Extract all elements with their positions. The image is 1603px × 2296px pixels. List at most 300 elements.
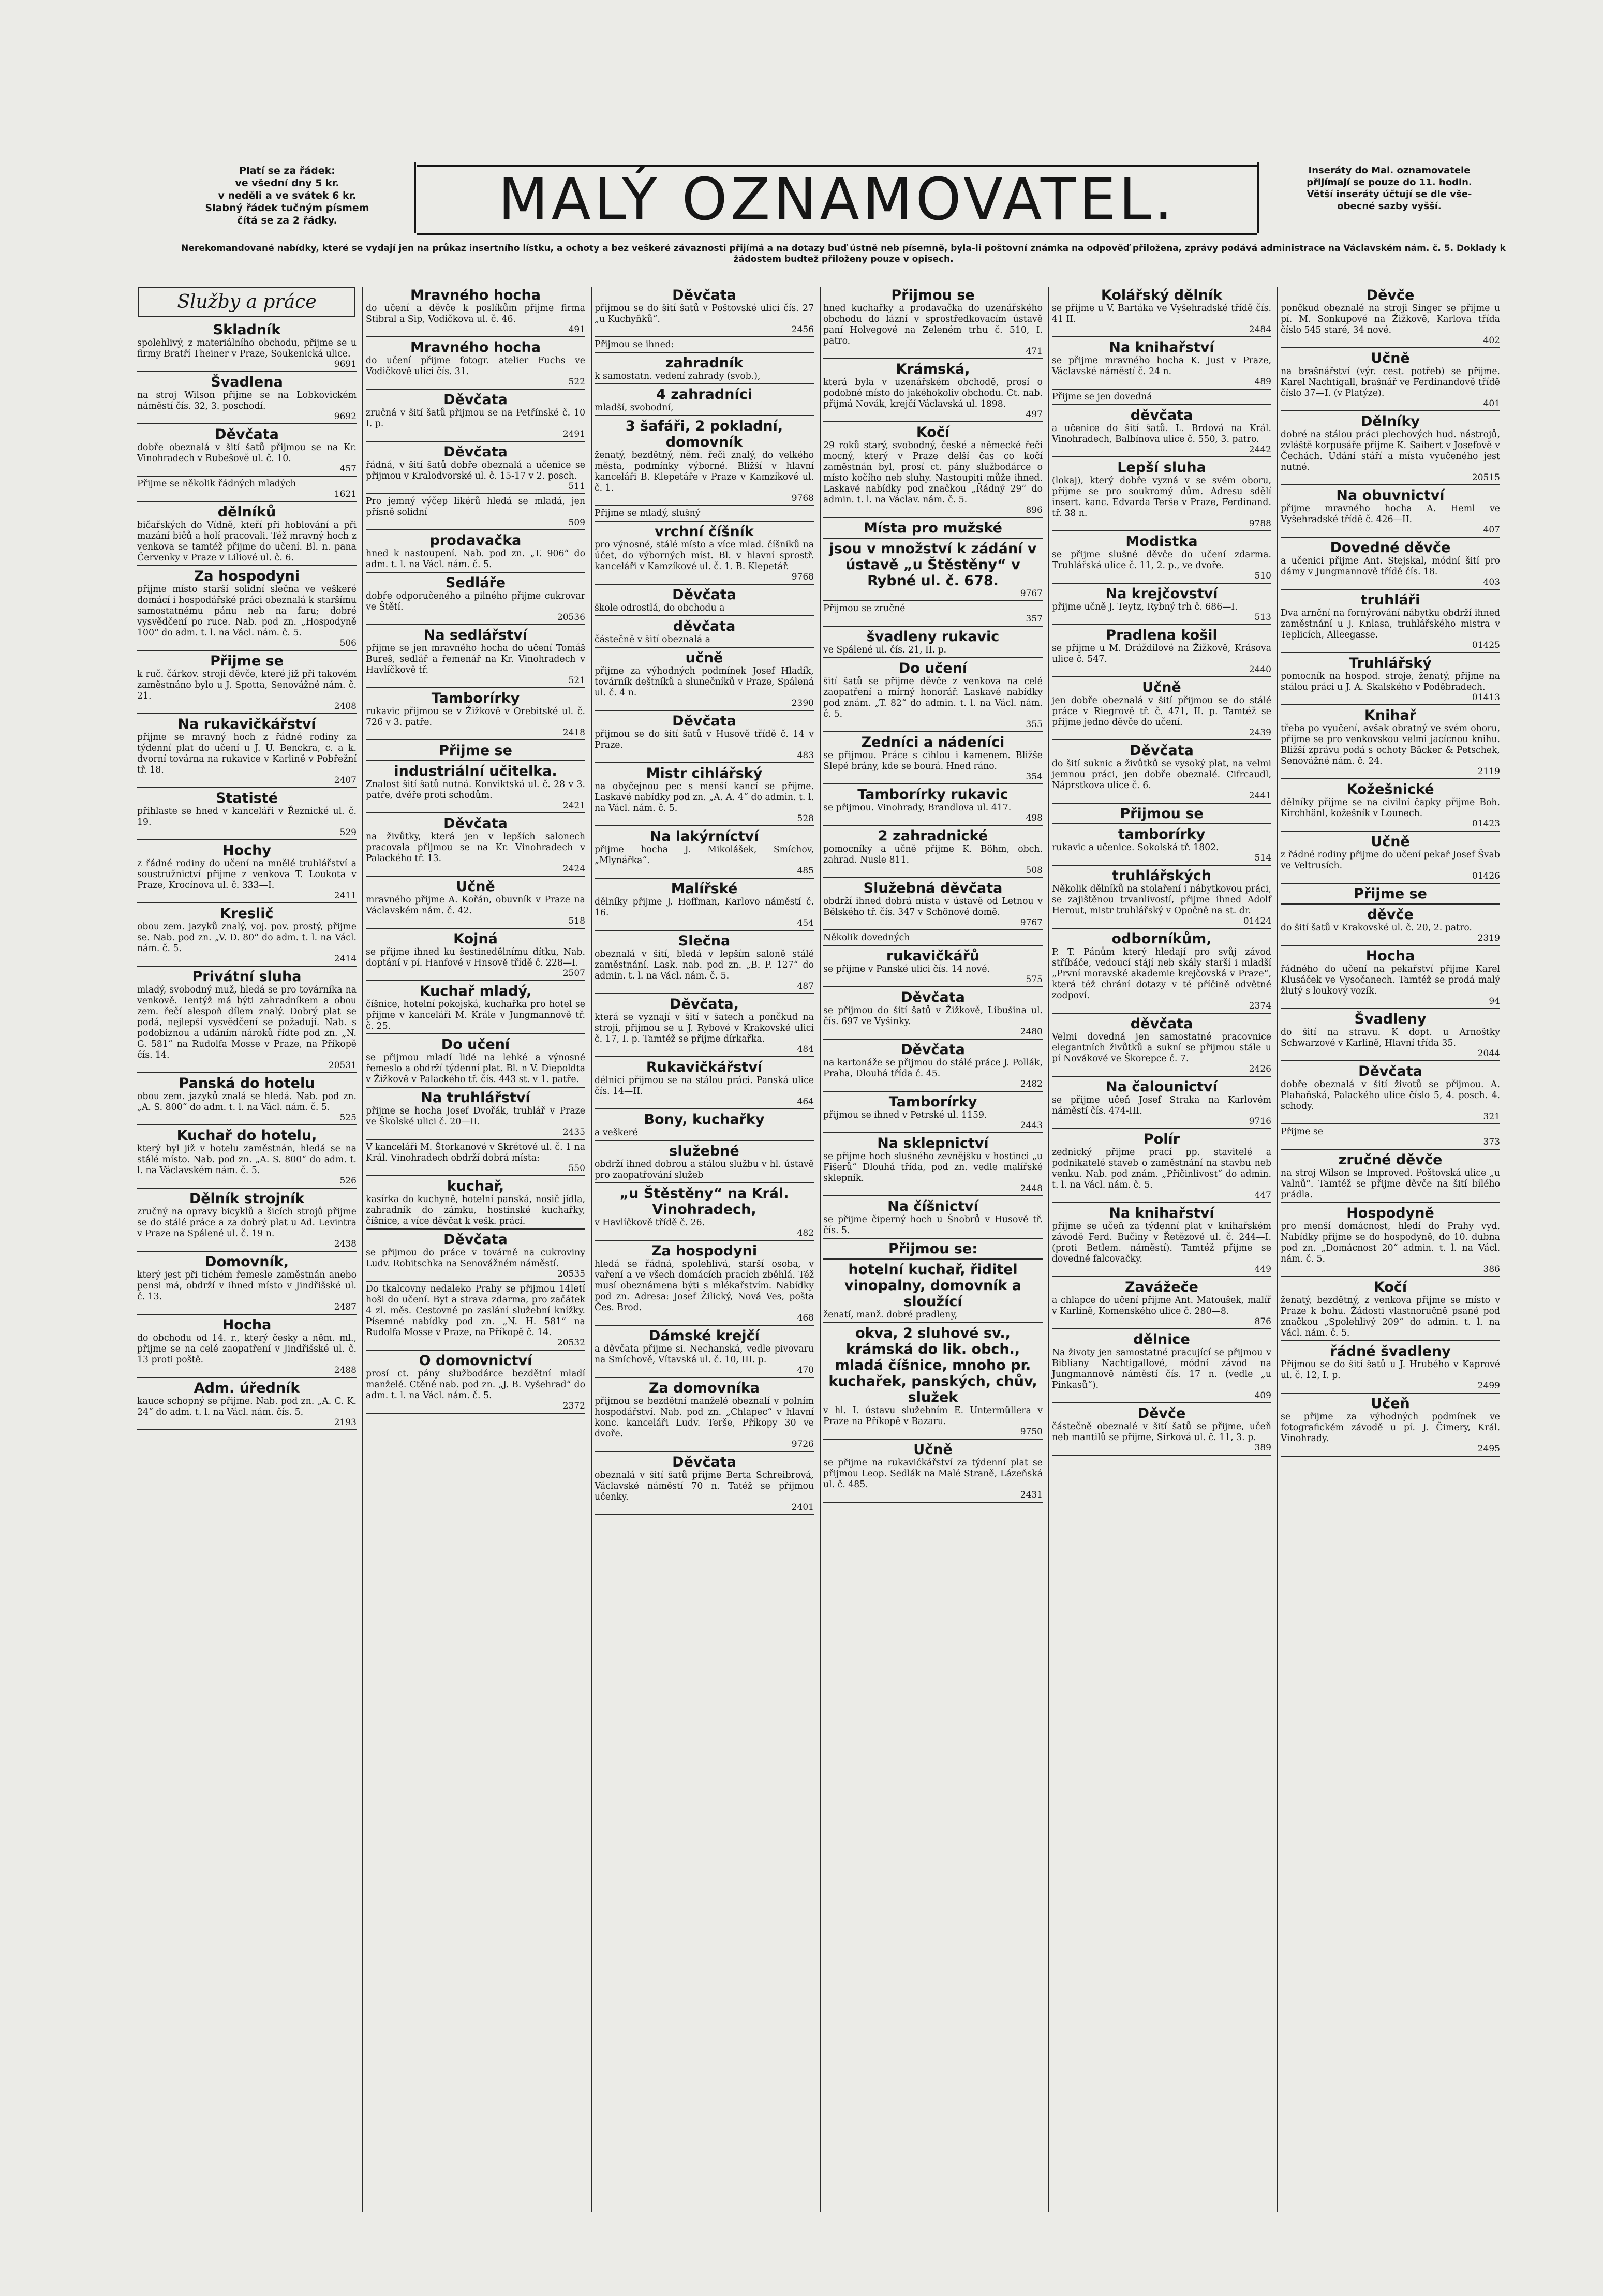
ad-number: 2507	[562, 968, 585, 979]
ad-heading: Za hospodyni	[651, 1243, 758, 1259]
ad-text: prosí ct. pány službodárce bezdětní mladí manželé. Ctěné nab. pod zn. „J. B. Vyšehrad“ do adm. t. l. na Václ. nám. č. 5.	[366, 1369, 585, 1401]
ad-number: 403	[1483, 577, 1500, 587]
classified-ad	[595, 765, 814, 826]
ad-number: 489	[1254, 377, 1271, 387]
ad-text: přijme se jen mravného hocha do učení Tomáš Bureš, sedlář a řemenář na Kr. Vinohradech v Havlíčkově tř.	[366, 643, 585, 675]
ad-text: se přijme slušné děvče do učení zdarma. Truhlářská ulice č. 11, 2. p., ve dvoře.	[1052, 550, 1271, 571]
ad-number: 525	[339, 1113, 357, 1123]
ad-text: Přijmou se ihned:	[595, 339, 674, 350]
ad-number: 483	[797, 750, 814, 761]
ad-text: do šití šatů v Krakovské ul. č. 20, 2. patro.	[1281, 923, 1472, 933]
ad-number: 491	[568, 324, 585, 335]
ad-number: 468	[797, 1313, 814, 1323]
ad-text: rukavic přijmou se v Žižkově v Orebitské ul. č. 726 v 3. patře.	[366, 706, 585, 728]
ad-number: 2487	[334, 1302, 357, 1312]
rule-line: Větší inseráty účtují se dle vše-	[1307, 189, 1472, 200]
ad-heading: Privátní sluha	[192, 969, 302, 985]
ad-text: a učenice do šití šatů. L. Brdová na Král. Vinohradech, Balbínova ulice č. 550, 3. patro.	[1052, 423, 1271, 445]
ad-number: 2431	[1020, 1490, 1043, 1500]
classified-ad	[366, 1036, 585, 1088]
classified-ad	[1281, 707, 1500, 779]
ad-heading: Učně	[456, 879, 495, 895]
ad-heading: Děvčata	[443, 1232, 508, 1248]
ad-number: 526	[339, 1176, 357, 1186]
ad-heading: Mravného hocha	[410, 287, 541, 303]
classified-ad	[1052, 1405, 1271, 1456]
classified-ad	[366, 983, 585, 1034]
classified-ad	[595, 387, 814, 416]
ad-heading: Kožešnické	[1346, 781, 1434, 797]
classified-ad	[1052, 407, 1271, 457]
classified-ad	[1052, 392, 1271, 405]
classified-ad	[1281, 1396, 1500, 1457]
ad-heading: Lepší sluha	[1117, 460, 1206, 476]
ad-text: obou zem. jazyků znalý, voj. pov. prostý, přijme se. Nab. pod zn. „V. D. 80“ do adm. t. l. na Václ. nám. č. 5.	[137, 922, 357, 954]
ad-heading: Dámské krejčí	[649, 1328, 760, 1344]
ad-heading: Na krejčovství	[1105, 586, 1218, 602]
classified-ad	[595, 933, 814, 994]
ad-number: 2441	[1249, 791, 1271, 801]
classified-ad	[823, 1198, 1043, 1239]
ad-text: přijme mravného hocha A. Heml ve Vyšehradské třídě č. 426—II.	[1281, 503, 1500, 525]
ad-heading: Děvče	[1366, 287, 1415, 303]
ad-heading: Švadleny	[1354, 1011, 1427, 1027]
classified-ad	[137, 1380, 357, 1430]
ad-number: 354	[1026, 772, 1043, 782]
ad-text: přijme se hocha Josef Dvořák, truhlář v Praze ve Školské ulici č. 20—II.	[366, 1106, 585, 1127]
ad-heading: Kolářský dělník	[1101, 287, 1223, 303]
ad-text: Přijme se mladý, slušný	[595, 508, 701, 519]
ad-text: zručný na opravy bicyklů a šicích strojů přijme se do stálé práce a za dobrý plat u Ad. Levintra v Praze na Spálené ul. č. 19 n.	[137, 1207, 357, 1239]
column-rule	[362, 287, 363, 2212]
ad-column	[1051, 287, 1272, 2212]
classified-ad	[595, 713, 814, 763]
ad-text: přijmou se do šití šatů v Husově třídě č. 14 v Praze.	[595, 729, 814, 750]
ad-text: se přijmou. Vinohrady, Brandlova ul. 417.	[823, 803, 1012, 813]
classified-ad	[1052, 931, 1271, 1014]
ad-heading: „u Štěstěny“ na Král. Vinohradech,	[619, 1186, 789, 1218]
ad-number: 2443	[1020, 1120, 1043, 1131]
ad-text: přijme hocha J. Mikolášek, Smíchov, „Mlynářka“.	[595, 845, 814, 866]
ad-text: se přijmou do práce v továrně na cukroviny Ludv. Robitschka na Senovážném náměstí.	[366, 1248, 585, 1269]
ad-heading: Děvčata	[443, 444, 508, 460]
ad-number: 20536	[557, 612, 585, 623]
ad-text: se přijme hoch slušného zevnějšku v hostinci „u Fišerů“ Dlouhá třída, pod zn. vedle malířské sklepník.	[823, 1151, 1043, 1183]
price-line: Platí se za řádek:	[239, 165, 335, 176]
ad-number: 2480	[1020, 1027, 1043, 1037]
ad-heading: Na obuvnictví	[1336, 487, 1445, 503]
ad-heading: zahradník	[665, 355, 744, 371]
ad-heading: Do učení	[898, 660, 968, 676]
ad-text: v hl. I. ústavu služebním E. Untermüllera v Praze na Příkopě v Bazaru.	[823, 1405, 1043, 1427]
ad-heading: Děvčata	[443, 816, 508, 832]
ad-text: do šití na stravu. K dopt. u Arnoštky Schwarzové v Karlině, Hlavní třída 35.	[1281, 1027, 1500, 1048]
ad-number: 484	[797, 1044, 814, 1055]
ad-heading: Na sedlářství	[423, 627, 528, 643]
ad-heading: zručné děvče	[1338, 1152, 1443, 1168]
ad-heading: Za domovníka	[648, 1380, 760, 1396]
ad-number: 529	[339, 827, 357, 838]
ad-heading: Na sklepnictví	[877, 1135, 989, 1151]
classified-ad	[823, 1241, 1043, 1260]
ad-text: se přijme za výhodných podmínek ve fotografickém závodě u pí. J. Čimery, Král. Vinohrady.	[1281, 1412, 1500, 1444]
ad-text: pro menší domácnost, hledí do Prahy vyd. Nabídky přijme se do hospodyně, do 10. dubna pod zn. „Domácnost 20“ admin. t. l. na Václ. nám. č. 5.	[1281, 1221, 1500, 1264]
ad-text: číšnice, hotelní pokojská, kuchařka pro hotel se přijme v kanceláři M. Krále v Jungmannově tř. č. 25.	[366, 999, 585, 1031]
ad-heading: Přijme se	[1354, 886, 1427, 902]
ad-heading: Děvčata,	[670, 996, 739, 1012]
ad-heading: děvčata	[1130, 407, 1193, 423]
ad-heading: děvčata	[673, 618, 736, 634]
ad-heading: Kuchař do hotelu,	[176, 1128, 317, 1144]
ad-number: 2448	[1020, 1183, 1043, 1194]
ad-number: 447	[1254, 1190, 1271, 1201]
ad-heading: Děvčata	[215, 426, 279, 442]
ad-heading: Děvčata	[1358, 1063, 1422, 1079]
ad-heading: Na lakýrníctví	[649, 828, 759, 845]
classified-ad	[137, 969, 357, 1073]
classified-ad	[823, 787, 1043, 826]
ad-text: do učení a děvče k poslíkům přijme firma Stibral a Sip, Vodičkova ul. č. 46.	[366, 303, 585, 324]
ad-text: do učení přijme fotogr. atelier Fuchs ve Vodičkově ulici čís. 31.	[366, 355, 585, 377]
ad-heading: Krámská,	[896, 361, 970, 377]
ad-heading: Rukavičkářství	[646, 1059, 763, 1075]
ad-text: a děvčata přijme si. Nechanská, vedle pivovaru na Smíchově, Vítavská ul. č. 10, III. p.	[595, 1344, 814, 1365]
ad-number: 357	[1026, 614, 1043, 624]
classified-ad	[823, 541, 1043, 601]
classified-ad	[1052, 586, 1271, 625]
classified-ad	[1281, 655, 1500, 705]
ad-text: Přijmou se do šití šatů u J. Hrubého v Kaprové ul. č. 12, I. p.	[1281, 1359, 1500, 1381]
ad-number: 2319	[1477, 933, 1500, 943]
ad-heading: Mistr cihlářský	[646, 765, 763, 781]
ad-number: 2044	[1477, 1048, 1500, 1059]
ad-number: 508	[1026, 865, 1043, 876]
ad-number: 9691	[334, 359, 357, 369]
classified-ad	[823, 734, 1043, 784]
classified-ad	[595, 1143, 814, 1183]
classified-ad	[595, 618, 814, 648]
ad-heading: děvče	[1367, 907, 1414, 923]
ad-column	[822, 287, 1044, 2212]
classified-ad	[823, 520, 1043, 539]
ad-number: 2193	[334, 1417, 357, 1428]
ad-number: 487	[797, 981, 814, 991]
classified-ad	[137, 906, 357, 967]
ad-number: 01425	[1472, 640, 1500, 650]
classified-ad	[1052, 460, 1271, 531]
classified-ad	[366, 287, 585, 337]
ad-text: škole odrostlá, do obchodu a	[595, 603, 725, 613]
ad-text: se přijmou do šití šatů v Žižkově, Libušina ul. čís. 697 ve Vyšinky.	[823, 1005, 1043, 1027]
ad-text: se přijmou mladí lidé na lehké a výnosné řemeslo a obdrží týdenní plat. Bl. n V. Diepoldta v Žižkově v Palackého tř. čís. 443 st. v 1. patře.	[366, 1053, 585, 1085]
classified-ad	[1281, 350, 1500, 411]
classified-ad	[1281, 487, 1500, 538]
ad-text: Několik dovedných	[823, 932, 910, 943]
classified-ad	[1052, 339, 1271, 390]
ad-text: která byla v uzenářském obchodě, prosí o podobné místo do jakéhokoliv obchodu. Ct. nab. přijmá Novák, krejčí Václavská ul. 1898.	[823, 377, 1043, 409]
ad-number: 9767	[1020, 917, 1043, 928]
ad-heading: industriální učitelka.	[394, 763, 557, 779]
ad-text: na brašnářství (výr. cest. potřeb) se přijme. Karel Nachtigall, brašnář ve Ferdinandově třídě číslo 37—I. (v Platýze).	[1281, 366, 1500, 398]
ad-text: a chlapce do učení přijme Ant. Matoušek, malíř v Karlině, Komenského ulice č. 280—8.	[1052, 1295, 1271, 1316]
classified-ad	[595, 881, 814, 931]
ad-heading: Děvčata	[901, 989, 965, 1005]
ad-heading: Pradlena košil	[1106, 627, 1218, 643]
ad-text: k samostatn. vedení zahrady (svob.),	[595, 371, 761, 381]
ad-text: na kartonáže se přijmou do stálé práce J. Pollák, Praha, Dlouhá třída č. 45.	[823, 1058, 1043, 1079]
classified-ad	[366, 690, 585, 740]
ad-heading: Děvčata	[1130, 743, 1194, 759]
classified-ad	[366, 763, 585, 813]
ad-text: zručná v šití šatů přijmou se na Petřínské č. 10 I. p.	[366, 408, 585, 429]
ad-number: 509	[568, 517, 585, 528]
classified-ad	[137, 842, 357, 903]
classified-ad	[823, 1094, 1043, 1133]
ad-text: hledá se řádná, spolehlivá, starší osoba, v vaření a ve všech domácích pracích zběhlá. Též musí obeznámena býti s mlékařstvím. Nabídky pod zn. Adresa: Josef Žilický, Nová Ves, pošta Čes. Brod.	[595, 1259, 814, 1313]
ad-number: 485	[797, 866, 814, 876]
ad-heading: Truhlářský	[1349, 655, 1432, 671]
ad-text: pro výnosné, stálé místo a více mlad. číšníků na účet, do výborných míst. Bl. v hlavní sprostř. kanceláři v Kamzíkové ul. č. 1. B. Klepetář.	[595, 540, 814, 572]
classified-ad	[137, 426, 357, 477]
ad-number: 2407	[334, 775, 357, 786]
ad-number: 2442	[1249, 445, 1271, 455]
ad-number: 409	[1254, 1390, 1271, 1401]
ad-number: 511	[568, 481, 585, 492]
ad-heading: Malířské	[671, 881, 738, 897]
classified-ad	[595, 1380, 814, 1452]
ad-heading: Na knihařství	[1109, 339, 1214, 355]
ad-number: 373	[1483, 1137, 1500, 1147]
ad-text: dělníky přijme se na civilní čapky přijme Boh. Kirchhänl, kožešník v Lounech.	[1281, 797, 1500, 819]
ad-number: 2482	[1020, 1079, 1043, 1089]
ad-number: 2484	[1249, 324, 1271, 335]
ad-number: 2372	[562, 1401, 585, 1411]
ad-heading: Modistka	[1125, 534, 1198, 550]
ad-number: 2424	[562, 864, 585, 874]
ad-number: 470	[797, 1365, 814, 1375]
ad-heading: Učně	[1371, 350, 1410, 366]
classified-ad	[1052, 1016, 1271, 1077]
ad-text: ženatý, bezdětný, něm. řeči znalý, do velkého města, podmínky výborné. Bližší v hlavní kanceláři B. Klepetáře v Praze v Kamzíkové ul. č. 1.	[595, 450, 814, 493]
ad-number: 1621	[334, 489, 357, 499]
ad-text: se přijmou. Práce s cihlou i kamenem. Bližše Slepé brány, kde se bourá. Hned ráno.	[823, 750, 1043, 772]
classified-ad	[1281, 948, 1500, 1009]
ad-text: z řádné rodiny do učení na mnělé truhlářství a soustružnictví přijme z venkova T. Loukota v Praze, Krocínova ul. č. 333—I.	[137, 858, 357, 891]
ad-number: 449	[1254, 1264, 1271, 1275]
classified-ad	[1052, 627, 1271, 677]
classified-ad	[823, 1325, 1043, 1440]
ad-number: 01426	[1472, 871, 1500, 881]
ad-number: 2421	[562, 801, 585, 811]
ad-text: pomocník na hospod. stroje, ženatý, přijme na stálou práci u J. A. Skalského v Poděbradech.	[1281, 671, 1500, 692]
classified-ad	[1052, 287, 1271, 337]
ad-number: 2401	[791, 1502, 814, 1513]
ad-text: se přijme na rukavičkářství za týdenní plat se přijmou Leop. Sedlák na Malé Straně, Lázeňská ul. č. 485.	[823, 1458, 1043, 1490]
classified-ad	[366, 1178, 585, 1230]
classified-ad	[823, 1042, 1043, 1092]
ad-text: obeznalá v šití šatů přijme Berta Schreibrová, Václavské náměstí 70 n. Tatéž se přijmou učenky.	[595, 1470, 814, 1502]
ad-number: 20535	[557, 1269, 585, 1279]
ad-heading: Knihař	[1364, 707, 1417, 723]
ad-heading: Děvčata	[672, 287, 736, 303]
ad-number: 2499	[1477, 1381, 1500, 1391]
ad-text: do šití suknic a živůtků se vysoký plat, na velmi jemnou práci, jen dobře obeznalé. Cifrcaudl, Náprstkova ulice č. 6.	[1052, 759, 1271, 791]
classified-ad	[823, 1442, 1043, 1503]
classified-ad	[1052, 743, 1271, 804]
classified-ad	[823, 828, 1043, 878]
ad-heading: Mravného hocha	[410, 339, 541, 355]
ad-text: se přijme čiperný hoch u Šnobrů v Husově tř. čís. 5.	[823, 1214, 1043, 1236]
ad-text: kasírka do kuchyně, hotelní panská, nosič jídla, zahradník do zámku, hostinské kuchařky, číšnice, a více děvčat k vešk. prácí.	[366, 1194, 585, 1226]
classified-ad	[1052, 868, 1271, 929]
classified-ad	[137, 322, 357, 372]
classified-ad	[595, 287, 814, 337]
ad-heading: Tamborírky rukavic	[857, 787, 1008, 803]
ad-number: 514	[1254, 853, 1271, 863]
ad-text: se přijme mravného hocha K. Just v Praze, Václavské náměstí č. 24 n.	[1052, 355, 1271, 377]
rule-line: obecné sazby vyšší.	[1337, 201, 1442, 212]
ad-heading: Přijme se	[439, 743, 512, 759]
classified-ad	[1281, 1127, 1500, 1150]
classified-ad	[1052, 1205, 1271, 1277]
ad-heading: Panská do hotelu	[179, 1075, 315, 1091]
ad-number: 2438	[334, 1239, 357, 1249]
classified-ad	[366, 339, 585, 390]
classified-ad	[366, 1142, 585, 1176]
classified-ad	[137, 1128, 357, 1189]
ad-text: dobře obeznalá v šití životů se přijmou. A. Plahaňská, Palackého ulice číslo 5, 4. posch. 4. schody.	[1281, 1079, 1500, 1112]
ad-text: jen dobře obeznalá v šití přijmou se do stálé práce v Riegrově tř. č. 471, II. p. Tamtéž se přijme jedno děvče do učení.	[1052, 695, 1271, 728]
classified-ad	[137, 716, 357, 788]
masthead-rules-box	[1263, 165, 1516, 232]
ad-heading: prodavačka	[429, 532, 522, 549]
ad-text: Znalost šití šatů nutná. Konviktská ul. č. 28 v 3. patře, dvéře proti schodům.	[366, 779, 585, 801]
classified-ad	[823, 948, 1043, 987]
classified-ad	[1281, 1205, 1500, 1277]
ad-number: 2426	[1249, 1064, 1271, 1074]
ad-heading: služebné	[669, 1143, 739, 1159]
classified-ad	[595, 339, 814, 353]
ad-heading: Hospodyně	[1346, 1205, 1434, 1221]
ad-text: Přijmou se zručné	[823, 603, 906, 614]
ad-number: 20515	[1472, 472, 1500, 483]
classified-ad	[366, 816, 585, 877]
ad-heading: Kojná	[453, 931, 498, 947]
ad-column	[365, 287, 586, 2212]
ad-text: Na životy jen samostatné pracující se přijmou v Bibliany Nachtigallové, módní závod na Jungmannově náměstí čís. 17 n. (vedle „u Pinkasů“).	[1052, 1347, 1271, 1390]
classified-ad	[595, 508, 814, 522]
ad-text: P. T. Pánům který hledají pro svůj závod stříbáče, vedoucí stájí neb skály starší i mladší „První moravské akademie krejčovská v Praze“, která též chrání dotazy v té příčině odvětné zodpoví.	[1052, 947, 1271, 1001]
ad-text: Přijme se	[1281, 1127, 1323, 1137]
price-line: ve všední dny 5 kr.	[235, 177, 339, 189]
classified-ad	[1281, 287, 1500, 348]
ad-heading: Slečna	[678, 933, 731, 949]
ad-heading: Dovedné děvče	[1330, 540, 1451, 556]
classified-ad	[137, 790, 357, 840]
classified-ad	[137, 479, 357, 502]
classified-ad	[823, 1262, 1043, 1323]
ad-heading: Hocha	[222, 1317, 272, 1333]
ad-text: částečně v šití obeznalá a	[595, 634, 711, 645]
ad-heading: Děvčata	[443, 392, 508, 408]
classified-ad	[595, 587, 814, 616]
ad-text: přijmou se ihned v Petrské ul. 1159.	[823, 1110, 987, 1120]
column-rule	[1277, 287, 1278, 2212]
classified-ad	[1281, 886, 1500, 905]
ad-text: se přijme učeň Josef Straka na Karlovém náměstí čís. 474-III.	[1052, 1095, 1271, 1116]
section-title: Služby a práce	[138, 287, 355, 317]
classified-ad	[595, 418, 814, 506]
classified-ad	[595, 1112, 814, 1141]
classified-ad	[366, 1090, 585, 1140]
ad-text: z řádné rodiny přijme do učení pekař Josef Švab ve Veltrusích.	[1281, 850, 1500, 871]
ad-number: 521	[568, 675, 585, 686]
ad-number: 464	[797, 1097, 814, 1107]
ad-heading: Místa pro mužské	[864, 520, 1002, 536]
classified-ad	[137, 1191, 357, 1252]
price-line: Slabný řádek tučným písmem	[205, 202, 369, 214]
classified-ad	[823, 932, 1043, 946]
ad-number: 2119	[1477, 766, 1500, 777]
ad-heading: Hochy	[222, 842, 271, 858]
ad-heading: Do učení	[441, 1036, 510, 1053]
ad-text: do obchodu od 14. r., který česky a něm. ml., přijme se na celé zaopatření v Jindřišské ul. č. 13 proti poště.	[137, 1333, 357, 1365]
ad-number: 9788	[1249, 519, 1271, 529]
ad-heading: učně	[685, 650, 723, 666]
ad-text: se přijme u V. Bartáka ve Vyšehradské třídě čís. 41 II.	[1052, 303, 1271, 324]
classified-ad	[137, 1317, 357, 1378]
ad-text: Přijme se jen dovedná	[1052, 392, 1152, 402]
ad-heading: Děvčata	[672, 1454, 736, 1470]
classified-ad	[1052, 1131, 1271, 1203]
ad-text: hned k nastoupení. Nab. pod zn. „T. 906“ do adm. t. l. na Václ. nám. č. 5.	[366, 549, 585, 570]
classified-ad	[137, 653, 357, 714]
classified-ad	[1052, 1079, 1271, 1129]
ad-text: na stroj Wilson přijme se na Lobkovickém náměstí čís. 32, 3. poschodí.	[137, 390, 357, 411]
ad-heading: Adm. úředník	[194, 1380, 300, 1396]
ad-text: který byl již v hotelu zaměstnán, hledá se na stálé místo. Nab. pod zn. „A. S. 800“ do adm. t. l. na Václavském nám. č. 5.	[137, 1144, 357, 1176]
ad-number: 513	[1254, 612, 1271, 623]
ad-text: který jest při tichém řemesle zaměstnán anebo pensi má, obdrží v ihned místo v Jindřišské ul. č. 13.	[137, 1270, 357, 1302]
ad-heading: Dělník strojník	[189, 1191, 305, 1207]
ad-heading: Děvčata	[901, 1042, 965, 1058]
ad-heading: Učně	[913, 1442, 953, 1458]
ad-heading: Zavážeče	[1125, 1279, 1198, 1295]
ad-number: 2411	[334, 891, 357, 901]
ad-heading: Děvčata	[672, 713, 736, 729]
ad-heading: Služebná děvčata	[863, 880, 1003, 896]
classified-ad	[595, 1243, 814, 1326]
ad-text: přijmou se do šití šatů v Poštovské ulici čís. 27 „u Kuchyňků“.	[595, 303, 814, 324]
ad-number: 2418	[562, 728, 585, 738]
ad-text: přijme za výhodných podmínek Josef Hladík, továrník deštníků a slunečníků v Praze, Spálená ul. č. 4 n.	[595, 666, 814, 698]
ad-heading: Kočí	[1373, 1279, 1407, 1295]
ad-heading: hotelní kuchař, řiditel vinopalny, domovník a sloužící	[844, 1262, 1022, 1310]
ad-number: 01413	[1472, 692, 1500, 703]
classified-ad	[366, 931, 585, 981]
ad-column	[1280, 287, 1501, 2212]
ad-heading: truhlářských	[1111, 868, 1212, 884]
ad-text: řádná, v šití šatů dobře obeznalá a učenice se přijmou v Kralodvorské ul. č. 15-17 v 2. posch.	[366, 460, 585, 481]
ad-heading: děvčata	[1130, 1016, 1193, 1032]
ad-number: 9750	[1020, 1427, 1043, 1437]
ad-number: 01424	[1243, 916, 1271, 926]
ad-heading: Sedláře	[445, 575, 506, 591]
classified-ad	[1281, 1152, 1500, 1203]
classified-ad	[1052, 679, 1271, 740]
ad-number: 457	[339, 464, 357, 474]
ad-number: 497	[1026, 409, 1043, 420]
